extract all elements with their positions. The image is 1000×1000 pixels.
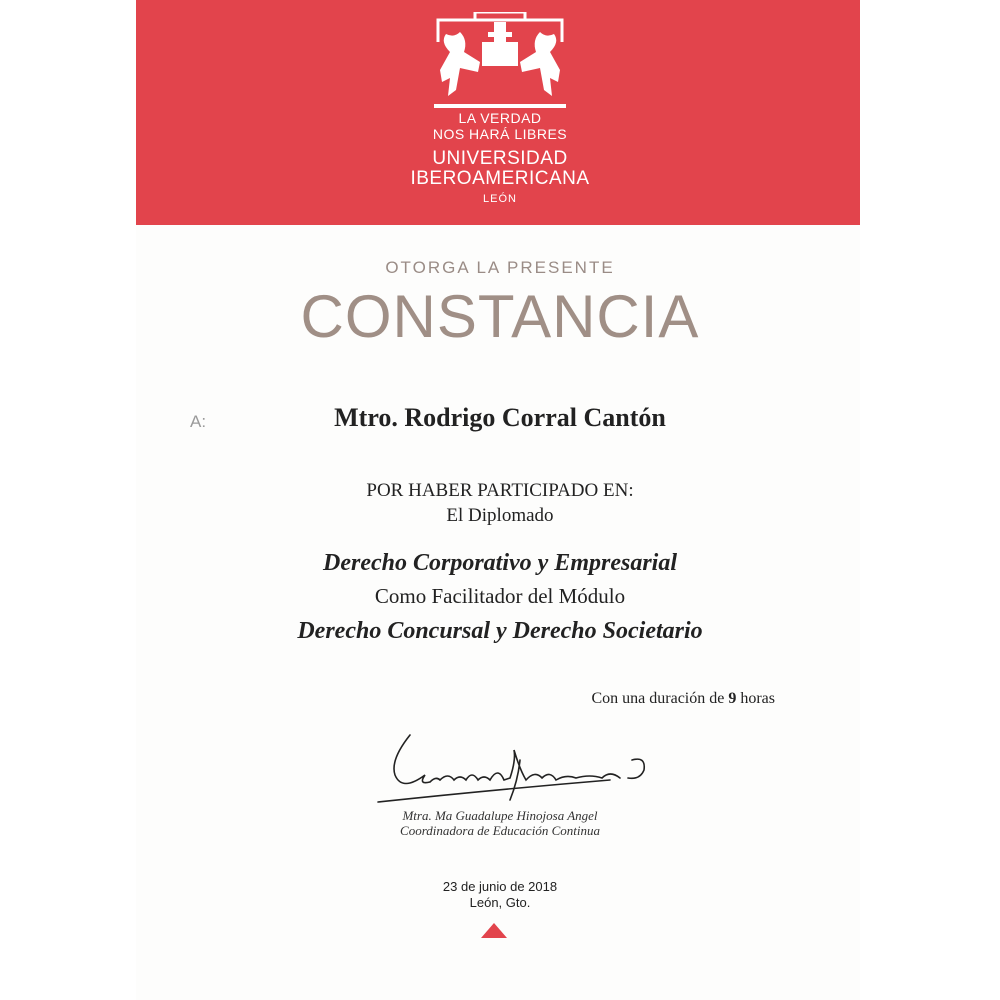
certificate-title: CONSTANCIA xyxy=(300,283,700,350)
university-name-line-1: UNIVERSIDAD xyxy=(432,148,568,169)
issue-date: 23 de junio de 2018 xyxy=(442,879,558,894)
duration-hours: 9 xyxy=(728,690,737,707)
campus-city: LEÓN xyxy=(483,193,517,205)
motto-line-2: NOS HARÁ LIBRES xyxy=(432,126,568,142)
program-type: El Diplomado xyxy=(446,505,554,526)
grants-text: OTORGA LA PRESENTE xyxy=(385,258,615,277)
participation-text: POR HABER PARTICIPADO EN: xyxy=(366,480,634,501)
triangle-icon xyxy=(481,923,507,938)
duration-suffix: horas xyxy=(740,690,775,707)
role-text: Como Facilitador del Módulo xyxy=(374,584,626,608)
course-name: Derecho Corporativo y Empresarial xyxy=(323,550,677,576)
duration-prefix: Con una duración de xyxy=(591,690,725,707)
duration-line xyxy=(480,690,775,708)
signer-name: Mtra. Ma Guadalupe Hinojosa Angel xyxy=(402,808,598,823)
university-name-line-2: IBEROAMERICANA xyxy=(410,168,590,189)
issue-place: León, Gto. xyxy=(469,895,531,910)
recipient-prefix: A: xyxy=(190,412,207,431)
recipient-name: Mtro. Rodrigo Corral Cantón xyxy=(334,403,666,432)
university-crest-icon xyxy=(420,12,580,112)
motto-line-1: LA VERDAD xyxy=(458,110,542,126)
module-name: Derecho Concursal y Derecho Societario xyxy=(297,618,703,644)
signer-title: Coordinadora de Educación Continua xyxy=(400,823,600,838)
handwritten-signature xyxy=(370,730,660,810)
